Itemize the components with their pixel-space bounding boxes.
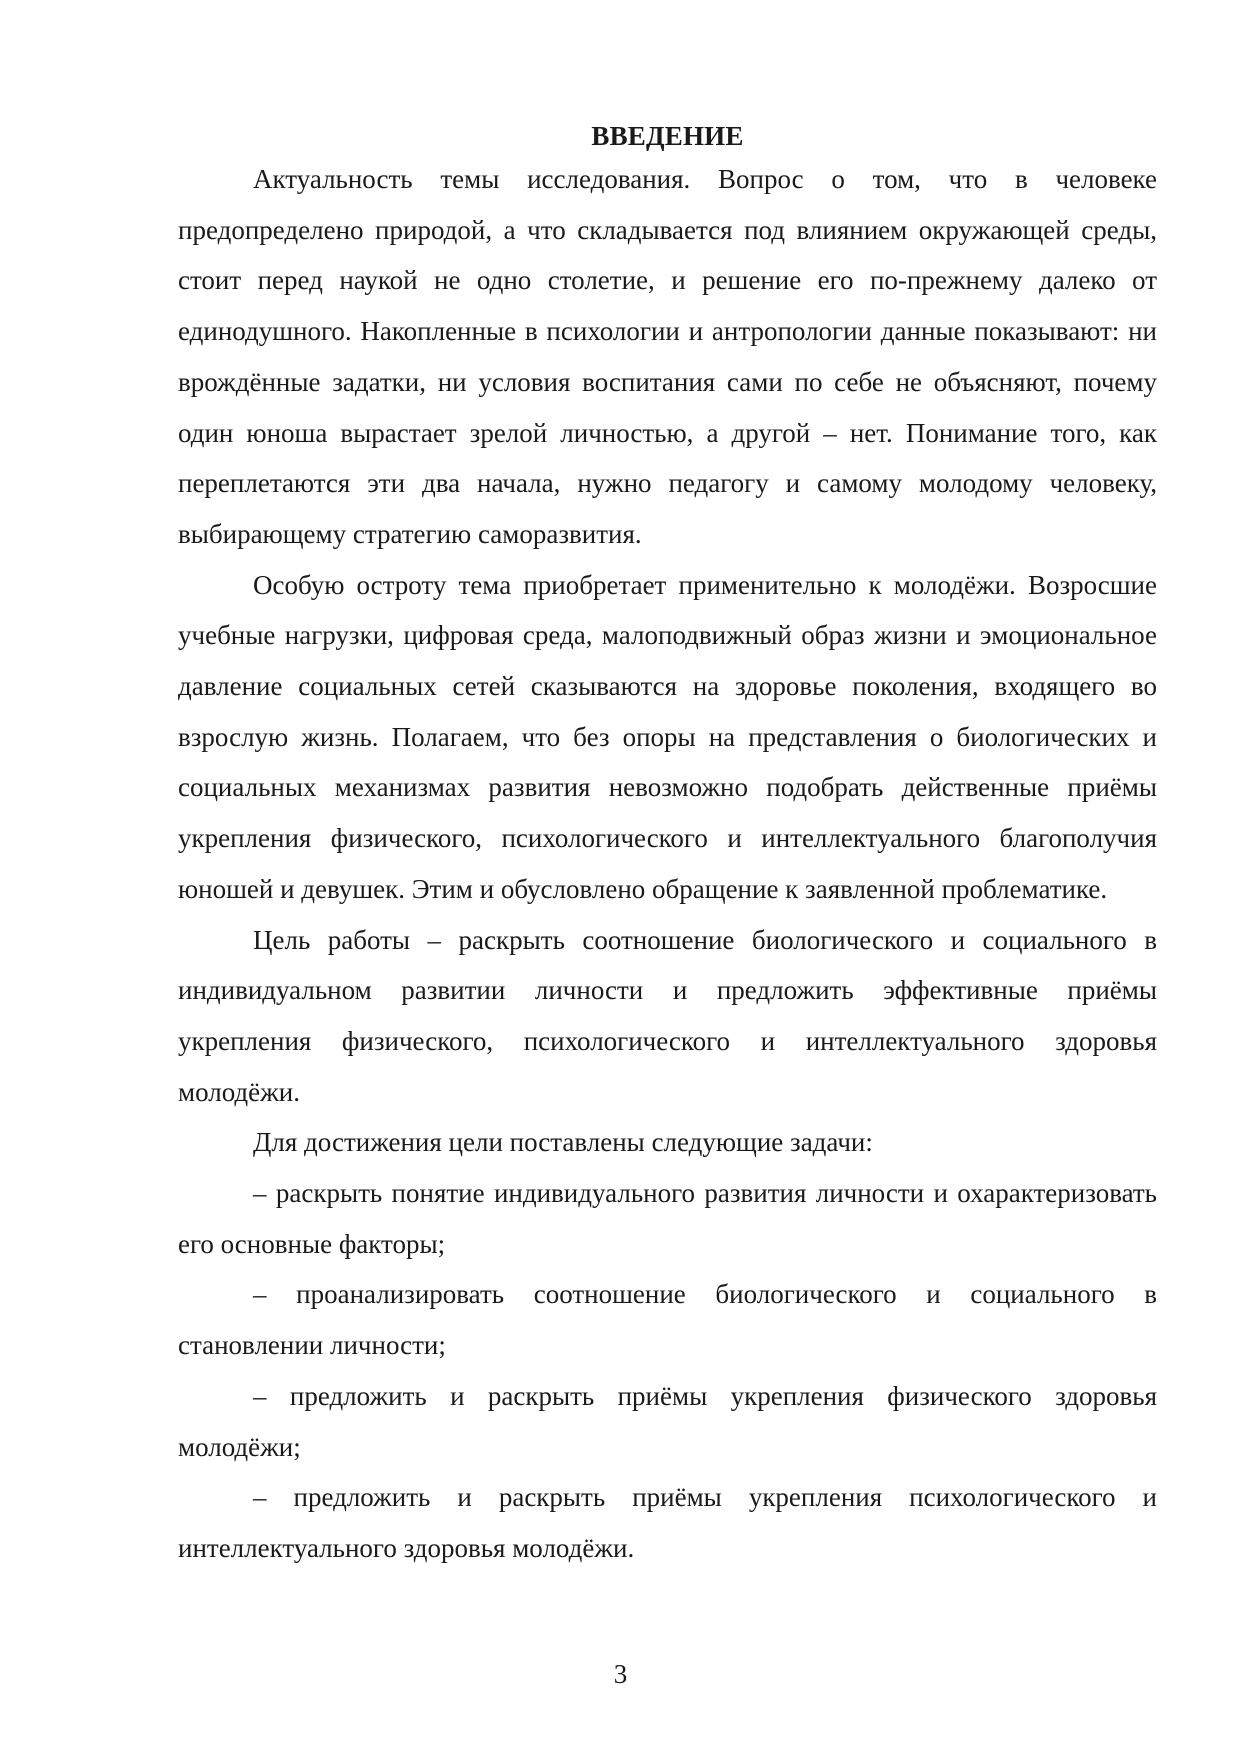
paragraph-tasks-intro: Для достижения цели поставлены следующие задачи: xyxy=(253,1127,873,1158)
paragraph-goal: Цель работы – раскрыть соотношение биологического и социального в индивидуальном развитии личности и предложить эффективные приёмы укрепления физического, психологического и интеллектуального здоровья молодёжи. xyxy=(178,924,1157,1107)
document-page xyxy=(178,118,1157,1574)
task-item-3: – предложить и раскрыть приёмы укрепления физического здоровья молодёжи; xyxy=(178,1380,1157,1462)
page-number: 3 xyxy=(613,1659,628,1689)
page-title: ВВЕДЕНИЕ xyxy=(591,121,744,151)
task-item-1: – раскрыть понятие индивидуального развития личности и охарактеризовать его основные факторы; xyxy=(178,1178,1157,1259)
task-item-2: – проанализировать соотношение биологического и социального в становлении личности; xyxy=(178,1279,1157,1361)
paragraph-youth: Особую остроту тема приобретает применительно к молодёжи. Возросшие учебные нагрузки, цифровая среда, малоподвижный образ жизни и эмоциональное давление социальных сетей сказываются на здоровье поколения, входящего во взрослую жизнь. Полагаем, что без опоры на представления о биологических и социальных механизмах развития невозможно подобрать действенные приёмы укрепления физического, психологического и интеллектуального благополучия юношей и девушек. Этим и обусловлено обращение к заявленной проблематике. xyxy=(178,569,1157,904)
paragraph-relevance: Актуальность темы исследования. Вопрос о том, что в человеке предопределено природой, а что складывается под влиянием окружающей среды, стоит перед наукой не одно столетие, и решение его по-прежнему далеко от единодушного. Накопленные в психологии и антропологии данные показывают: ни врождённые задатки, ни условия воспитания сами по себе не объясняют, почему один юноша вырастает зрелой личностью, а другой – нет. Понимание того, как переплетаются эти два начала, нужно педагогу и самому молодому человеку, выбирающему стратегию саморазвития. xyxy=(178,164,1157,549)
task-item-4: – предложить и раскрыть приёмы укрепления психологического и интеллектуального здоровья молодёжи. xyxy=(178,1482,1157,1563)
